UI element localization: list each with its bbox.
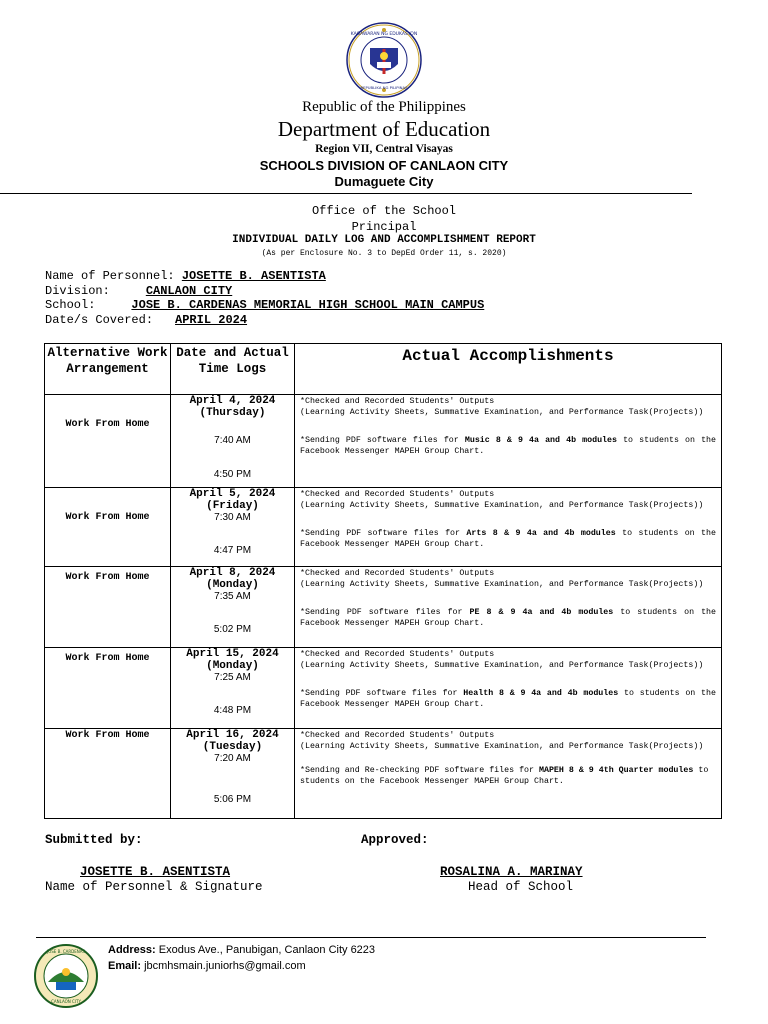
header-date: Date and Actual Time Logs bbox=[171, 344, 295, 395]
table-row bbox=[45, 648, 722, 729]
time-out: 4:50 PM bbox=[213, 469, 252, 480]
submitted-label: Submitted by: bbox=[45, 833, 143, 847]
checked-detail: (Learning Activity Sheets, Summative Examination, and Performance Task(Projects)) bbox=[300, 408, 704, 417]
school-value: JOSE B. CARDENAS MEMORIAL HIGH SCHOOL MAIN CAMPUS bbox=[131, 298, 485, 312]
accomplishment-cell bbox=[295, 648, 722, 729]
accomplishment-cell bbox=[295, 488, 722, 567]
checked-line: *Checked and Recorded Students' Outputs bbox=[300, 569, 495, 578]
report-subtitle: (As per Enclosure No. 3 to DepEd Order 11, s. 2020) bbox=[261, 249, 507, 258]
time-in: 7:35 AM bbox=[214, 591, 251, 602]
office-line-2: Principal bbox=[351, 220, 417, 234]
day-text: (Friday) bbox=[206, 500, 259, 512]
day-text: (Tuesday) bbox=[202, 741, 263, 753]
arrangement-cell: Work From Home bbox=[45, 567, 171, 648]
date-text: April 8, 2024 bbox=[189, 567, 276, 579]
time-out: 5:02 PM bbox=[213, 624, 252, 635]
date-text: April 5, 2024 bbox=[189, 488, 276, 500]
time-in: 7:40 AM bbox=[214, 435, 251, 446]
accomplishment-cell bbox=[295, 729, 722, 819]
republic-heading: Republic of the Philippines bbox=[302, 99, 466, 115]
sending-line: *Sending PDF software files for Health 8 & 9 4a and 4b modules to students on the Facebook Messenger MAPEH Group Chart. bbox=[300, 689, 716, 709]
svg-text:CANLAON CITY: CANLAON CITY bbox=[51, 999, 81, 1004]
footer-divider bbox=[36, 937, 706, 938]
division-value: CANLAON CITY bbox=[145, 284, 233, 298]
approved-label: Approved: bbox=[361, 833, 429, 847]
checked-detail: (Learning Activity Sheets, Summative Examination, and Performance Task(Projects)) bbox=[300, 580, 704, 589]
info-name-row bbox=[45, 269, 326, 283]
table-row bbox=[45, 488, 722, 567]
date-cell bbox=[171, 567, 295, 648]
info-division-row bbox=[45, 284, 232, 298]
report-title: INDIVIDUAL DAILY LOG AND ACCOMPLISHMENT REPORT bbox=[232, 234, 536, 246]
svg-text:REPUBLIKA NG PILIPINAS: REPUBLIKA NG PILIPINAS bbox=[360, 85, 408, 90]
division-label: Division: bbox=[45, 284, 110, 298]
date-cell bbox=[171, 488, 295, 567]
approver-role: Head of School bbox=[468, 880, 574, 894]
arrangement-cell: Work From Home bbox=[45, 395, 171, 488]
header-arrangement: Alternative Work Arrangement bbox=[45, 344, 171, 395]
name-label: Name of Personnel: bbox=[45, 269, 175, 283]
accomplishment-cell bbox=[295, 395, 722, 488]
info-dates-row bbox=[45, 313, 247, 327]
checked-line: *Checked and Recorded Students' Outputs bbox=[300, 650, 495, 659]
name-value: JOSETTE B. ASENTISTA bbox=[181, 269, 326, 283]
office-heading bbox=[0, 203, 768, 235]
checked-line: *Checked and Recorded Students' Outputs bbox=[300, 397, 495, 406]
date-text: April 16, 2024 bbox=[186, 729, 279, 741]
division-heading: SCHOOLS DIVISION OF CANLAON CITY bbox=[259, 158, 509, 173]
table-header-row bbox=[45, 344, 722, 395]
sending-line: *Sending PDF software files for PE 8 & 9 4a and 4b modules to students on the Facebook Messenger MAPEH Group Chart. bbox=[300, 608, 717, 628]
date-cell bbox=[171, 729, 295, 819]
table-row bbox=[45, 729, 722, 819]
time-out: 5:06 PM bbox=[213, 794, 252, 805]
checked-line: *Checked and Recorded Students' Outputs bbox=[300, 731, 495, 740]
department-heading: Department of Education bbox=[277, 117, 491, 141]
footer-address: Address: Exodus Ave., Panubigan, Canlaon City 6223 bbox=[108, 944, 376, 956]
arrangement-cell: Work From Home bbox=[45, 648, 171, 729]
time-in: 7:25 AM bbox=[214, 672, 251, 683]
checked-detail: (Learning Activity Sheets, Summative Examination, and Performance Task(Projects)) bbox=[300, 661, 704, 670]
office-line-1: Office of the School bbox=[311, 204, 457, 218]
day-text: (Monday) bbox=[206, 660, 259, 672]
sending-line: *Sending PDF software files for Arts 8 & 9 4a and 4b modules to students on the Facebook Messenger MAPEH Group Chart. bbox=[300, 529, 716, 549]
city-heading: Dumaguete City bbox=[334, 174, 434, 189]
arrangement-cell: Work From Home bbox=[45, 729, 171, 819]
svg-text:KAGAWARAN NG EDUKASYON: KAGAWARAN NG EDUKASYON bbox=[350, 32, 418, 37]
day-text: (Monday) bbox=[206, 579, 259, 591]
table-row bbox=[45, 395, 722, 488]
date-text: April 4, 2024 bbox=[189, 395, 276, 407]
checked-detail: (Learning Activity Sheets, Summative Examination, and Performance Task(Projects)) bbox=[300, 742, 704, 751]
time-out: 4:47 PM bbox=[213, 545, 252, 556]
day-text: (Thursday) bbox=[199, 407, 266, 419]
accomplishment-cell bbox=[295, 567, 722, 648]
time-in: 7:20 AM bbox=[214, 753, 251, 764]
header-accomplishments: Actual Accomplishments bbox=[295, 344, 722, 395]
deped-seal-logo bbox=[346, 22, 422, 98]
submitter-role: Name of Personnel & Signature bbox=[45, 880, 263, 894]
dates-value: APRIL 2024 bbox=[175, 313, 248, 327]
school-label: School: bbox=[45, 298, 96, 312]
time-out: 4:48 PM bbox=[213, 705, 252, 716]
arrangement-cell: Work From Home bbox=[45, 488, 171, 567]
footer-email: Email: jbcmhsmain.juniorhs@gmail.com bbox=[108, 960, 306, 972]
daily-log-table bbox=[44, 343, 722, 819]
approver-name: ROSALINA A. MARINAY bbox=[440, 865, 583, 879]
date-cell bbox=[171, 648, 295, 729]
date-cell bbox=[171, 395, 295, 488]
checked-detail: (Learning Activity Sheets, Summative Examination, and Performance Task(Projects)) bbox=[300, 501, 704, 510]
sending-line: *Sending and Re-checking PDF software files for MAPEH 8 & 9 4th Quarter modules to students on the Facebook Messenger MAPEH Group Chart. bbox=[300, 766, 709, 786]
time-in: 7:30 AM bbox=[214, 512, 251, 523]
sending-line: *Sending PDF software files for Music 8 & 9 4a and 4b modules to students on the Facebook Messenger MAPEH Group Chart. bbox=[300, 436, 717, 456]
checked-line: *Checked and Recorded Students' Outputs bbox=[300, 490, 495, 499]
dates-label: Date/s Covered: bbox=[45, 313, 154, 327]
table-row bbox=[45, 567, 722, 648]
submitter-name: JOSETTE B. ASENTISTA bbox=[80, 865, 231, 879]
region-heading: Region VII, Central Visayas bbox=[315, 143, 453, 155]
school-logo bbox=[34, 944, 98, 1008]
date-text: April 15, 2024 bbox=[186, 648, 279, 660]
svg-text:JOSE B. CARDENAS: JOSE B. CARDENAS bbox=[46, 949, 86, 954]
header-divider bbox=[0, 193, 692, 194]
info-school-row bbox=[45, 298, 484, 312]
